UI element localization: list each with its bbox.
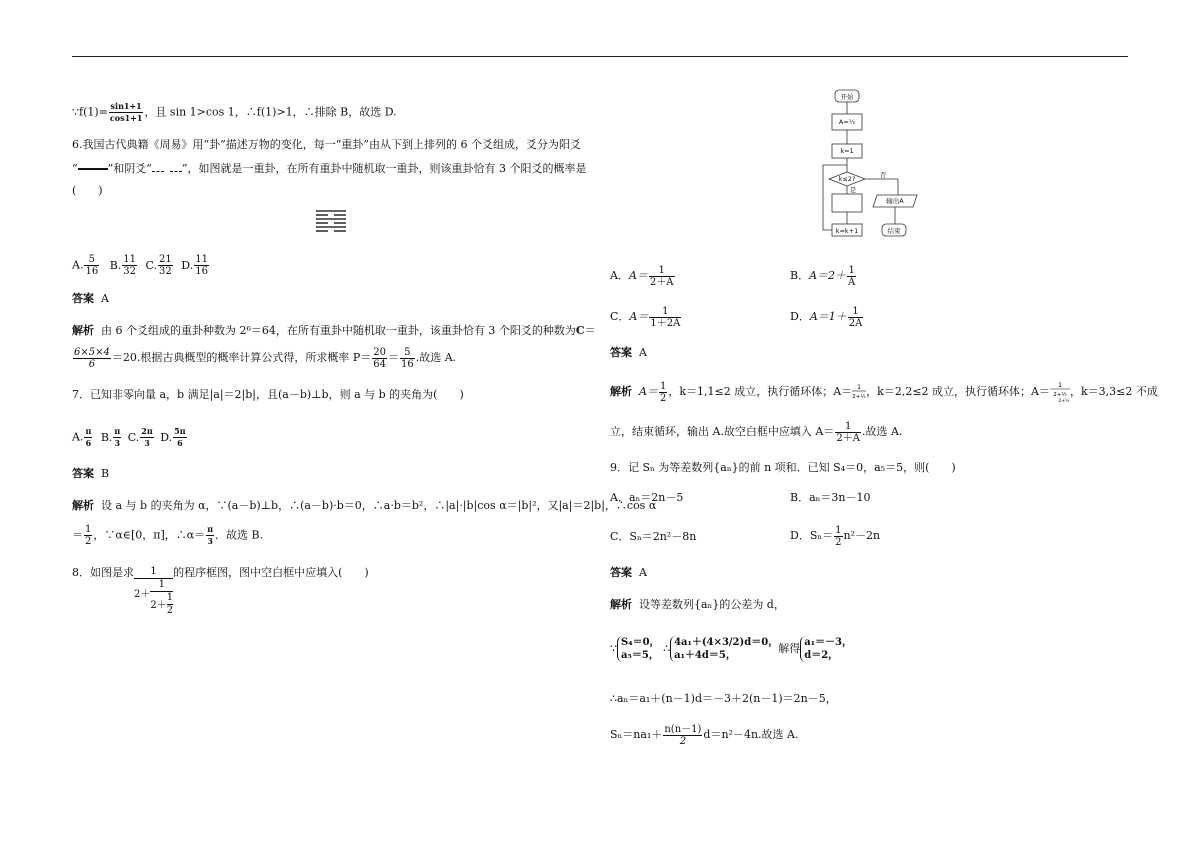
svg-text:输出A: 输出A <box>886 197 904 205</box>
q8-answer: 答案 A <box>610 346 647 359</box>
q7-answer: 答案 B <box>72 467 110 480</box>
q6-options: A. $\frac{5}{16}$ B. $\frac{11}{32}$ C. $\frac{21}{32}$ D. $\frac{11}{16}$ <box>72 254 208 277</box>
q9-option-b: B．aₙ＝3n－10 <box>790 491 871 504</box>
svg-text:结束: 结束 <box>887 227 901 235</box>
nested-fraction-figure-2 <box>1050 381 1070 403</box>
flow-blank-node <box>832 194 862 212</box>
top-line: ∵f(1)= $\frac{\sin 1+1}{\cos 1+1}$ ，且 sin 1>cos 1，∴f(1)>1，∴排除 B，故选 D. <box>72 101 397 123</box>
q6-answer: 答案 A <box>72 292 109 305</box>
yin-line-icon <box>152 162 182 176</box>
svg-text:否: 否 <box>879 171 887 179</box>
q9-system: ∵ S₄＝0， a₅＝5， ∴ 4a₁＋(4×3/2)d＝0， a₁＋4d＝5， 解得 a₁＝－3， d＝2， <box>610 637 853 661</box>
q6-analysis-line2: $\frac{6\times 5\times 4}{6}$ ＝20.根据古典概型的概率计算公式得，所求概率 P＝ $\frac{20}{64}$ ＝ $\frac{5}{16}$ .故选 A. <box>74 346 457 370</box>
q8-option-a: A．A＝ $\frac{1}{2+A}$ <box>610 264 674 288</box>
svg-text:开始: 开始 <box>840 93 854 101</box>
q8-analysis-line2: 立，结束循环，输出 A.故空白框中应填入 A＝ $\frac{1}{2+A}$ .故选 A. <box>610 420 903 444</box>
svg-text:1: 1 <box>1058 382 1062 389</box>
q6-analysis-line1: 解析 由 6 个爻组成的重卦种数为 2⁶＝64，在所有重卦中随机取一重卦，该重卦恰有 3 个阳爻的种数为C＝ <box>72 324 596 337</box>
svg-text:k=k+1: k=k+1 <box>835 227 859 235</box>
hexagram-figure <box>316 209 346 234</box>
q6-stem-line1: 6.我国古代典籍《周易》用“卦”描述万物的变化，每一“重卦”由从下到上排列的 6 个爻组成，爻分为阳爻 <box>72 138 581 151</box>
q7-stem: 7．已知非零向量 a，b 满足|a|＝2|b|，且(a－b)⊥b，则 a 与 b 的夹角为( ) <box>72 388 464 401</box>
svg-text:A=½: A=½ <box>838 118 856 126</box>
q7-analysis-line1: 解析 设 a 与 b 的夹角为 α，∵(a－b)⊥b，∴(a－b)·b＝0，∴a·b＝b²，∴|a|·|b|cos α＝|b|²，又|a|＝2|b|，∴cos α <box>72 499 657 512</box>
q9-option-c: C．Sₙ＝2n²－8n <box>610 530 697 543</box>
q7-options: A. $\frac{\pi}{6}$ B. $\frac{\pi}{3}$ C. $\frac{2\pi}{3}$ D. $\frac{5\pi}{6}$ <box>72 426 186 448</box>
flowchart <box>815 88 930 240</box>
q8-stem: 8．如图是求 1 2＋ 1 2＋ $\frac{1}{2}$ 的程序框图，图中空白框中应填入( ) <box>72 566 369 616</box>
svg-text:2+⅕: 2+⅕ <box>1053 392 1067 398</box>
q9-analysis-line1: 解析 设等差数列{aₙ}的公差为 d， <box>610 598 785 611</box>
q9-an-line: ∴aₙ＝a₁＋(n－1)d＝－3＋2(n－1)＝2n－5， <box>610 692 837 705</box>
svg-text:k=1: k=1 <box>840 147 854 155</box>
q9-answer: 答案 A <box>610 566 647 579</box>
q6-stem-line3: ( ) <box>72 184 103 197</box>
svg-text:2+½: 2+½ <box>1058 399 1070 403</box>
svg-text:k≤2?: k≤2? <box>838 175 856 183</box>
q9-stem: 9．记 Sₙ 为等差数列{aₙ}的前 n 项和．已知 S₄＝0，a₅＝5，则( ) <box>610 461 956 474</box>
q9-sn-line: Sₙ＝na₁＋ $\frac{n(n-1)}{2}$ d＝n²－4n.故选 A. <box>610 723 799 747</box>
q6-stem-line2: “ ”和阴爻“ ”，如图就是一重卦，在所有重卦中随机取一重卦，则该重卦恰有 3 个阳爻的概率是 <box>72 162 587 175</box>
q7-analysis-line2: ＝ $\frac{1}{2}$ ，∵α∈[0，π]，∴α＝ $\frac{\pi}{3}$ ．故选 B. <box>72 524 264 547</box>
nested-fraction-figure <box>852 383 866 401</box>
svg-text:2+½: 2+½ <box>852 394 866 400</box>
q8-option-c: C．A＝ $\frac{1}{1+2A}$ <box>610 305 681 329</box>
q9-option-a: A．aₙ＝2n－5 <box>610 491 684 504</box>
svg-text:1: 1 <box>857 384 862 391</box>
q8-analysis-line1: 解析 A＝ $\frac{1}{2}$ ，k＝1,1≤2 成立，执行循环体；A＝ 1 2+½ ，k＝2,2≤2 成立，执行循环体；A＝ 1 2+⅕ 2+½ ，k＝3,3≤2 不成 <box>610 380 1158 404</box>
header-rule <box>72 56 1128 57</box>
yang-line-icon <box>78 168 108 170</box>
q8-option-d: D．A＝1＋ $\frac{1}{2A}$ <box>790 305 863 329</box>
q9-option-d: D．Sₙ＝ $\frac{1}{2}$ n²－2n <box>790 524 881 548</box>
q8-option-b: B．A＝2＋ $\frac{1}{A}$ <box>790 264 856 288</box>
svg-text:是: 是 <box>849 186 857 194</box>
